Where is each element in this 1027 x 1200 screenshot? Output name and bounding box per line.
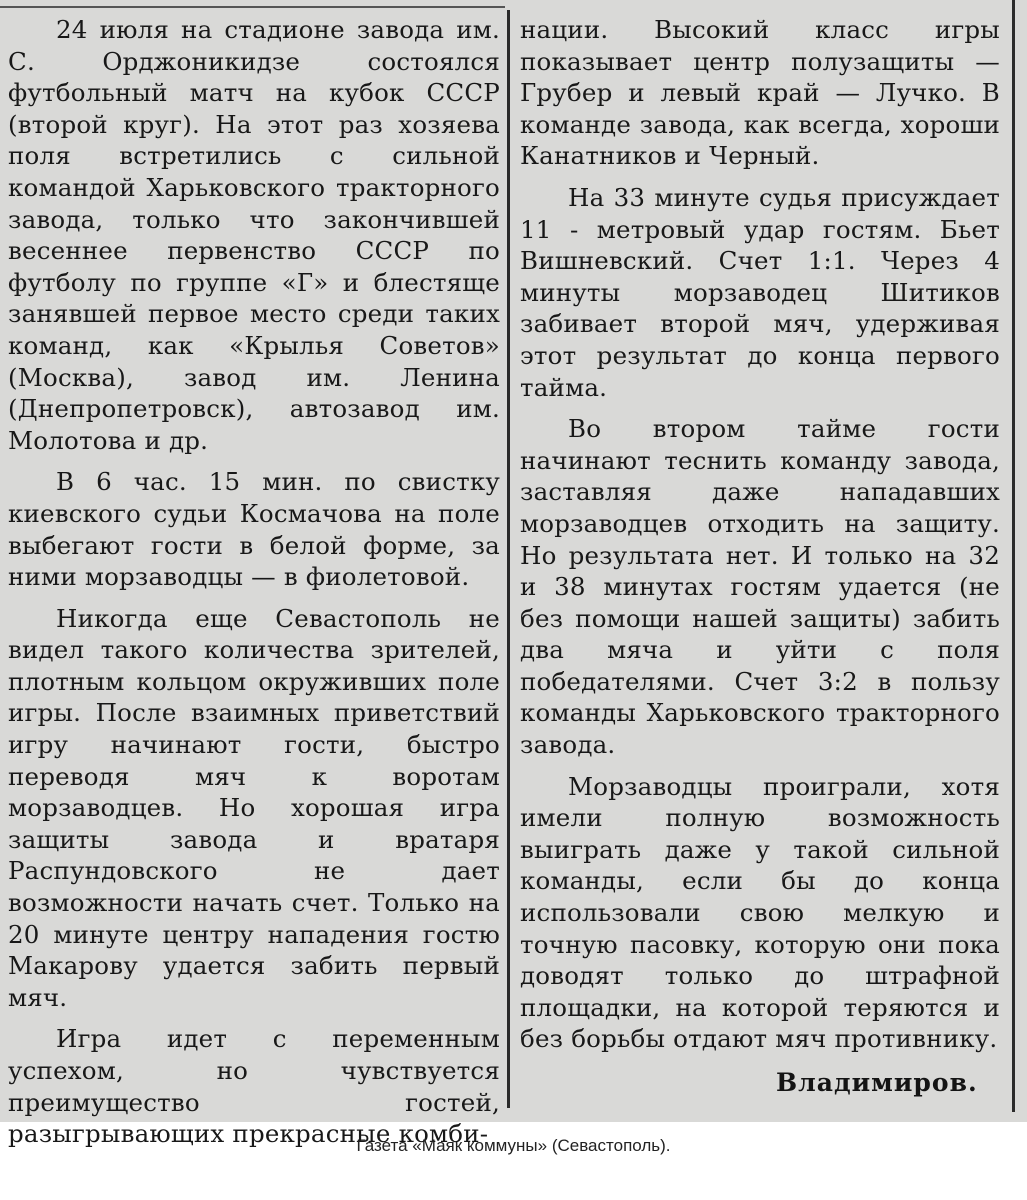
paragraph: Морзаводцы проиграли, хотя имели полную возможность выиграть даже у такой сильной команды, если бы до конца использовали свою мелкую и точную пасовку, которую они пока доводят только до штрафной площадки, на которой теряются и без борьбы отдают мяч противнику. bbox=[520, 771, 1000, 1054]
left-column bbox=[8, 14, 500, 1150]
column-separator bbox=[507, 10, 510, 1108]
paragraph: В 6 час. 15 мин. по свистку киевского судьи Космачова на поле выбегают гости в белой форме, за ними морзаводцы — в фиолетовой. bbox=[8, 467, 500, 592]
right-edge-rule bbox=[1012, 0, 1015, 1112]
paragraph: нации. Высокий класс игры показывает центр полузащиты — Грубер и левый край — Лучко. В команде завода, как всегда, хороши Канатников и Черный. bbox=[520, 15, 1000, 171]
right-column bbox=[520, 14, 1000, 1055]
image-caption: Газета «Маяк коммуны» (Севастополь). bbox=[356, 1136, 671, 1155]
paragraph: Игра идет с переменным успехом, но чувствуется преимущество гостей, разыгрывающих прекрасные комби- bbox=[8, 1024, 500, 1149]
paragraph: На 33 минуте судья присуждает 11 - метровый удар гостям. Бьет Вишневский. Счет 1:1. Через 4 минуты морзаводец Шитиков забивает второй мяч, удерживая этот результат до конца первого тайма. bbox=[520, 182, 1000, 402]
paragraph: Никогда еще Севастополь не видел такого количества зрителей, плотным кольцом окруживших поле игры. После взаимных приветствий игру начинают гости, быстро переводя мяч к воротам морзаводцев. Но хорошая игра защиты завода и вратаря Распундовского не дает возможности начать счет. Только на 20 минуте центру нападения гостю Макарову удается забить первый мяч. bbox=[8, 603, 500, 1012]
paragraph: 24 июля на стадионе завода им. С. Орджоникидзе состоялся футбольный матч на кубок СССР (второй круг). На этот раз хозяева поля встретились с сильной командой Харьковского тракторного завода, только что закончившей весеннее первенство СССР по футболу по группе «Г» и блестяще занявшей первое место среди таких команд, как «Крылья Советов» (Москва), завод им. Ленина (Днепропетровск), автозавод им. Молотова и др. bbox=[8, 15, 500, 455]
author-signature: Владимиров. bbox=[776, 1068, 978, 1097]
top-rule bbox=[0, 6, 505, 8]
paragraph: Во втором тайме гости начинают теснить команду завода, заставляя даже нападавших морзаводцев отходить на защиту. Но результата нет. И только на 32 и 38 минутах гостям удается (не без помощи нашей защиты) забить два мяча и уйти с поля победателями. Счет 3:2 в пользу команды Харьковского тракторного завода. bbox=[520, 414, 1000, 760]
